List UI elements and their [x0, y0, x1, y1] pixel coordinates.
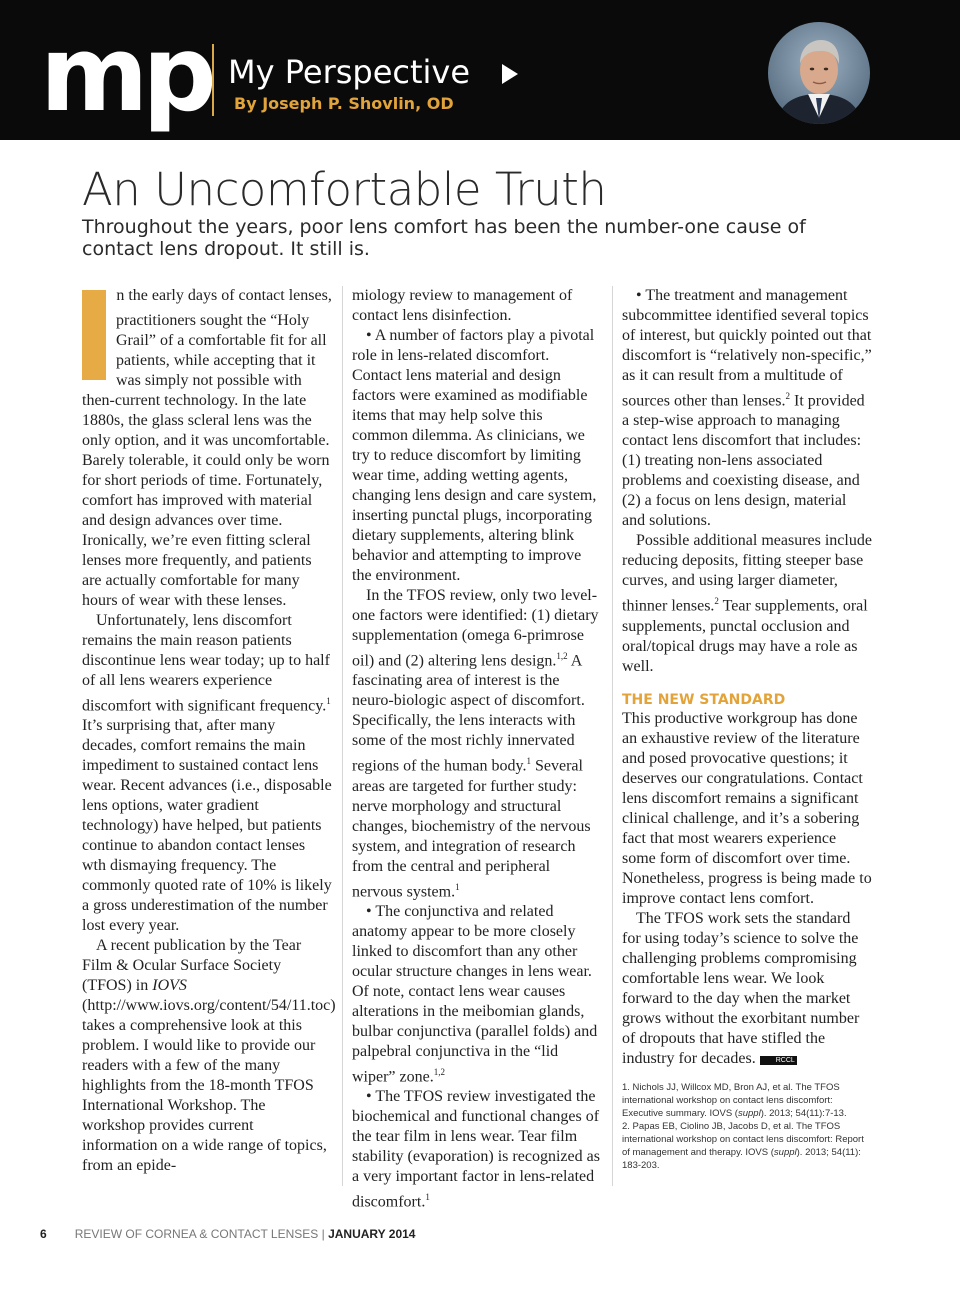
reference-text: ). 2013; 54(11):7-13.: [760, 1107, 847, 1119]
page-number: 6: [40, 1227, 47, 1241]
paragraph-text: n the early days of contact lenses, practitioners sought the “Holy Grail” of a comfortable fit for all patients, while accepting that it was simply not possible with then-current technology. In the late 1880s, the glass scleral lens was the only option, and it was uncomfortable. Barely tolerable, it could only be worn for short periods of time. Fortunately, comfort has improved with material and design advances over time. Ironically, we’re even fitting scleral lenses more frequently, and patients are actually comfortable for many hours of wear with these lenses.: [82, 287, 332, 609]
reference-text: 2. Papas EB, Ciolino JB, Jacobs D, et al. The TFOS international workshop on contact lens discomfort: Report of management and therapy. IOVS (: [622, 1120, 864, 1158]
paragraph-text: A fascinating area of interest is the neuro-biologic aspect of discomfort. Specifically, the lens interacts with some of the most richly innervated regions of the human body.: [352, 652, 585, 775]
column-divider: [612, 286, 613, 1186]
column-1: [82, 286, 336, 1176]
author-photo-icon: [768, 22, 870, 124]
column-2: [352, 286, 602, 1213]
play-arrow-icon: [502, 64, 518, 84]
paragraph-text: • The treatment and management subcommittee identified several topics of interest, but quickly pointed out that discomfort is “relatively non-specific,” as it can result from a multitude of sources other than lenses.: [622, 287, 872, 410]
header-banner: [0, 0, 960, 140]
end-mark-logo: RCCL: [760, 1056, 797, 1065]
paragraph-text: It’s surprising that, after many decades, comfort remains the main impediment to sustained contact lens wear. Recent advances (i.e., disposable lens options, water gradient technology) have helped, but patients continue to abandon contact lenses wth dismaying frequency. The commonly quoted rate of 10% is likely a gross underestimation of the number lost every year.: [82, 717, 332, 935]
page-footer: [40, 1227, 415, 1241]
column-divider: [342, 286, 343, 1186]
citation-superscript: 2: [714, 596, 719, 607]
paragraph: [352, 586, 602, 902]
bullet-paragraph: [352, 902, 602, 1087]
publication-name: REVIEW OF CORNEA & CONTACT LENSES: [74, 1227, 319, 1241]
reference-item: [622, 1120, 872, 1172]
paragraph-text: Unfortunately, lens discomfort remains the main reason patients discontinue lens wear today; up to half of all lens wearers experience discomfort with significant frequency.: [82, 612, 330, 715]
paragraph-text: A recent publication by the Tear Film & Ocular Surface Society (TFOS) in: [82, 937, 302, 995]
reference-text: 1. Nichols JJ, Willcox MD, Bron AJ, et al. The TFOS international workshop on contact lens discomfort: Executive summary. IOVS (: [622, 1081, 840, 1119]
article-title: An Uncomfortable Truth: [82, 163, 607, 216]
paragraph-text: • The TFOS review investigated the biochemical and functional changes of the tear film in lens wear. Tear film stability (evaporation) is recognized as a very important factor in lens-related discomfort.: [352, 1088, 600, 1211]
paragraph: [82, 936, 336, 1176]
reference-text: suppl: [737, 1107, 761, 1119]
author-portrait: [768, 22, 870, 124]
drop-cap: [82, 290, 106, 380]
journal-name: IOVS: [152, 977, 187, 995]
bullet-paragraph: • A number of factors play a pivotal role in lens-related discomfort. Contact lens material and design factors were examined as modifiable items that may help solve this common dilemma. As clinicians, we try to reduce discomfort by limiting wear time, adding wetting agents, changing lens design and care system, inserting punctal plugs, incorporating dietary supplements, altering blink behavior and attempting to improve the environment.: [352, 327, 597, 584]
citation-superscript: 1: [455, 881, 460, 892]
citation-superscript: 1: [526, 756, 531, 767]
paragraph: [622, 909, 872, 1069]
footer-separator: |: [318, 1227, 329, 1241]
references: [622, 1081, 872, 1172]
article-deck: Throughout the years, poor lens comfort has been the number-one cause of contact lens dropout. It still is.: [82, 216, 806, 260]
reference-text: ). 2013; 54(11): 183-203.: [622, 1146, 861, 1171]
citation-superscript: 1: [326, 696, 331, 706]
mp-logo: mp: [40, 13, 211, 135]
citation-superscript: 1,2: [556, 651, 568, 661]
paragraph: [82, 611, 332, 936]
paragraph-text: • The conjunctiva and related anatomy appear to be more closely linked to discomfort than any other ocular structure changes in lens wear. Of note, contact lens wear causes alterations in the meibomian glands, bulbar conjunctiva (parallel folds) and palpebral conjunctiva in the “lid wiper” zone.: [352, 902, 598, 1086]
reference-text: suppl: [773, 1146, 797, 1158]
paragraph-text: In the TFOS review, only two level-one factors were identified: (1) dietary supplementation (omega 6-primrose oil) and (2) altering lens design.: [352, 587, 599, 670]
citation-superscript: 2: [785, 391, 791, 401]
paragraph-text: The TFOS work sets the standard for using today’s science to solve the challenging problems compromising comfortable lens wear. We look forward to the day when the market grows without the exorbitant number of dropouts that have stifled the industry for decades.: [622, 909, 860, 1067]
paragraph-text: It provided a step-wise approach to managing contact lens discomfort that includes: (1) treating non-lens associated problems and coexisting disease, and (2) a focus on lens design, material and solutions.: [622, 392, 865, 530]
paragraph: miology review to management of contact lens disinfection.: [352, 287, 573, 324]
citation-superscript: 1: [425, 1192, 430, 1203]
bullet-paragraph: [352, 1087, 602, 1212]
issue-date: JANUARY 2014: [328, 1227, 416, 1241]
section-subhead: THE NEW STANDARD: [622, 691, 786, 708]
paragraph: [82, 286, 332, 611]
column-3: [622, 286, 872, 1172]
paragraph-text: (http://www.iovs.org/content/54/11.toc) takes a comprehensive look at this problem. I would like to provide our readers with a few of the many highlights from the 18-month TFOS International Workshop. The workshop provides current information on a wide range of topics, from an epide-: [82, 997, 336, 1175]
author-byline: By Joseph P. Shovlin, OD: [234, 94, 454, 113]
paragraph: [622, 531, 872, 676]
paragraph-text: Possible additional measures include reducing deposits, fitting steeper base curves, and using larger diameter, thinner lenses.: [622, 532, 872, 615]
paragraph: This productive workgroup has done an exhaustive review of the literature and posed provocative questions; it deserves our congratulations. Contact lens discomfort remains a significant clinical challenge, and it’s a sobering fact that most wearers experience some form of discomfort over time. Nonetheless, progress is being made to improve contact lens comfort.: [622, 709, 872, 907]
paragraph-text: Tear supplements, oral supplements, punctal occlusion and oral/topical drugs may have a role as well.: [622, 597, 868, 675]
reference-item: [622, 1081, 872, 1120]
series-title: My Perspective: [228, 53, 471, 91]
banner-divider: [212, 44, 214, 116]
citation-superscript: 1,2: [433, 1066, 445, 1077]
bullet-paragraph: [622, 286, 872, 531]
paragraph-text: Several areas are targeted for further study: nerve morphology and structural changes, biochemistry of the nervous system, and integration of research from the central and peripheral nervous system.: [352, 757, 591, 900]
